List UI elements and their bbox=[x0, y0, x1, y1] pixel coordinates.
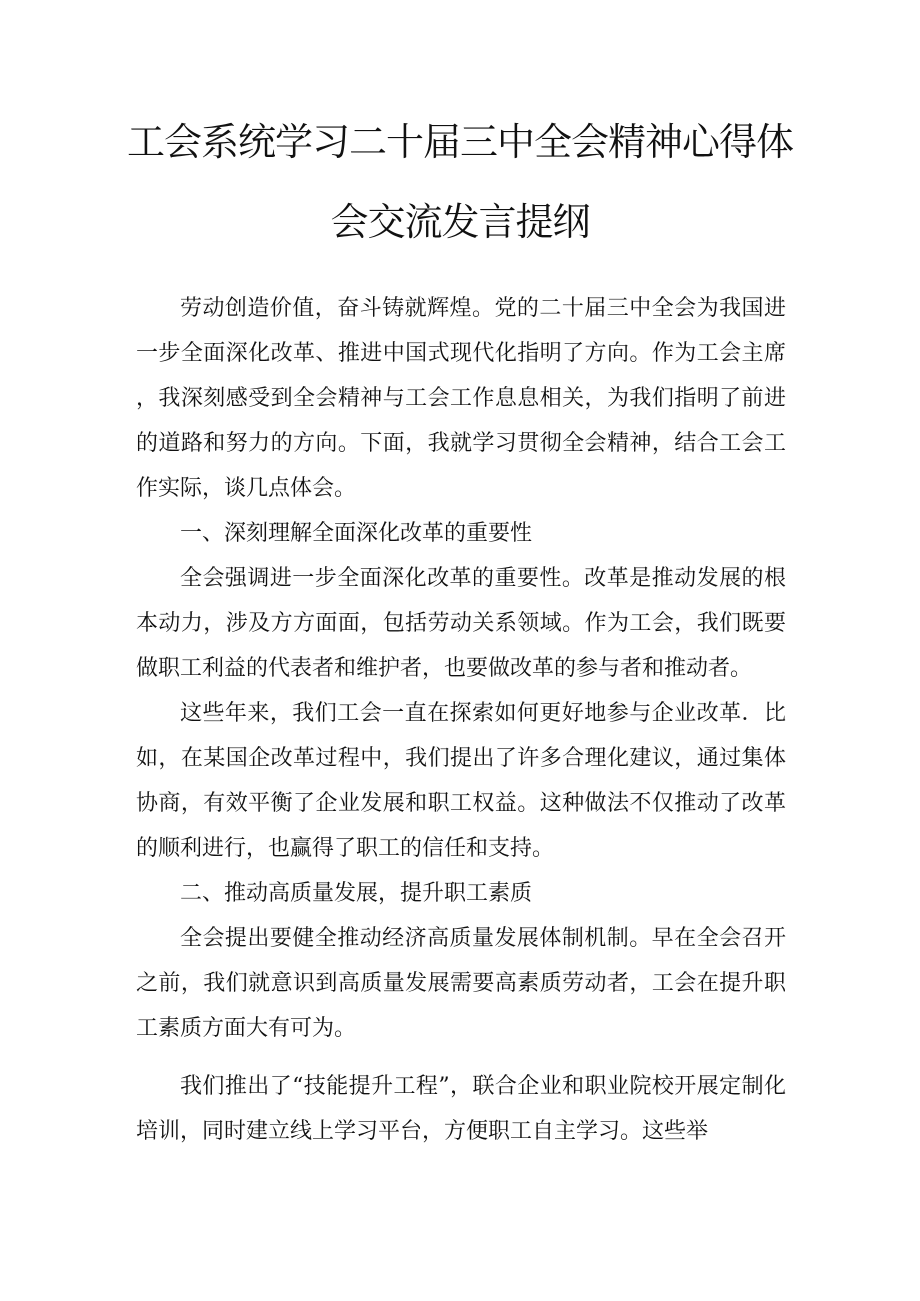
paragraph-intro: 劳动创造价值，奋斗铸就辉煌。党的二十届三中全会为我国进一步全面深化改革、推进中国式现代化指明了方向。作为工会主席，我深刻感受到全会精神与工会工作息息相关，为我们指明了前进的道路和努力的方向。下面，我就学习贯彻全会精神，结合工会工作实际，谈几点体会。 bbox=[136, 296, 786, 501]
paragraph-reform-practice: 这些年来，我们工会一直在探索如何更好地参与企业改革．比如，在某国企改革过程中，我们提出了许多合理化建议，通过集体协商，有效平衡了企业发展和职工权益。这种做法不仅推动了改革的顺利进行，也赢得了职工的信任和支持。 bbox=[136, 701, 786, 861]
section-heading-2: 二、推动高质量发展，提升职工素质 bbox=[180, 881, 533, 906]
paragraph-skill-project: 我们推出了“技能提升工程”，联合企业和职业院校开展定制化培训，同时建立线上学习平台，方便职工自主学习。这些举 bbox=[136, 1074, 786, 1144]
document-body bbox=[136, 286, 786, 1154]
document-title-line-1: 工会系统学习二十届三中全会精神心得体 bbox=[126, 120, 793, 164]
document-title-line-2: 会交流发言提纲 bbox=[330, 200, 590, 244]
section-heading-1: 一、深刻理解全面深化改革的重要性 bbox=[180, 521, 533, 546]
paragraph-reform-importance: 全会强调进一步全面深化改革的重要性。改革是推动发展的根本动力，涉及方方面面，包括劳动关系领域。作为工会，我们既要做职工利益的代表者和维护者，也要做改革的参与者和推动者。 bbox=[136, 566, 786, 681]
paragraph-high-quality-development: 全会提出要健全推动经济高质量发展体制机制。早在全会召开之前，我们就意识到高质量发展需要高素质劳动者，工会在提升职工素质方面大有可为。 bbox=[136, 926, 786, 1041]
